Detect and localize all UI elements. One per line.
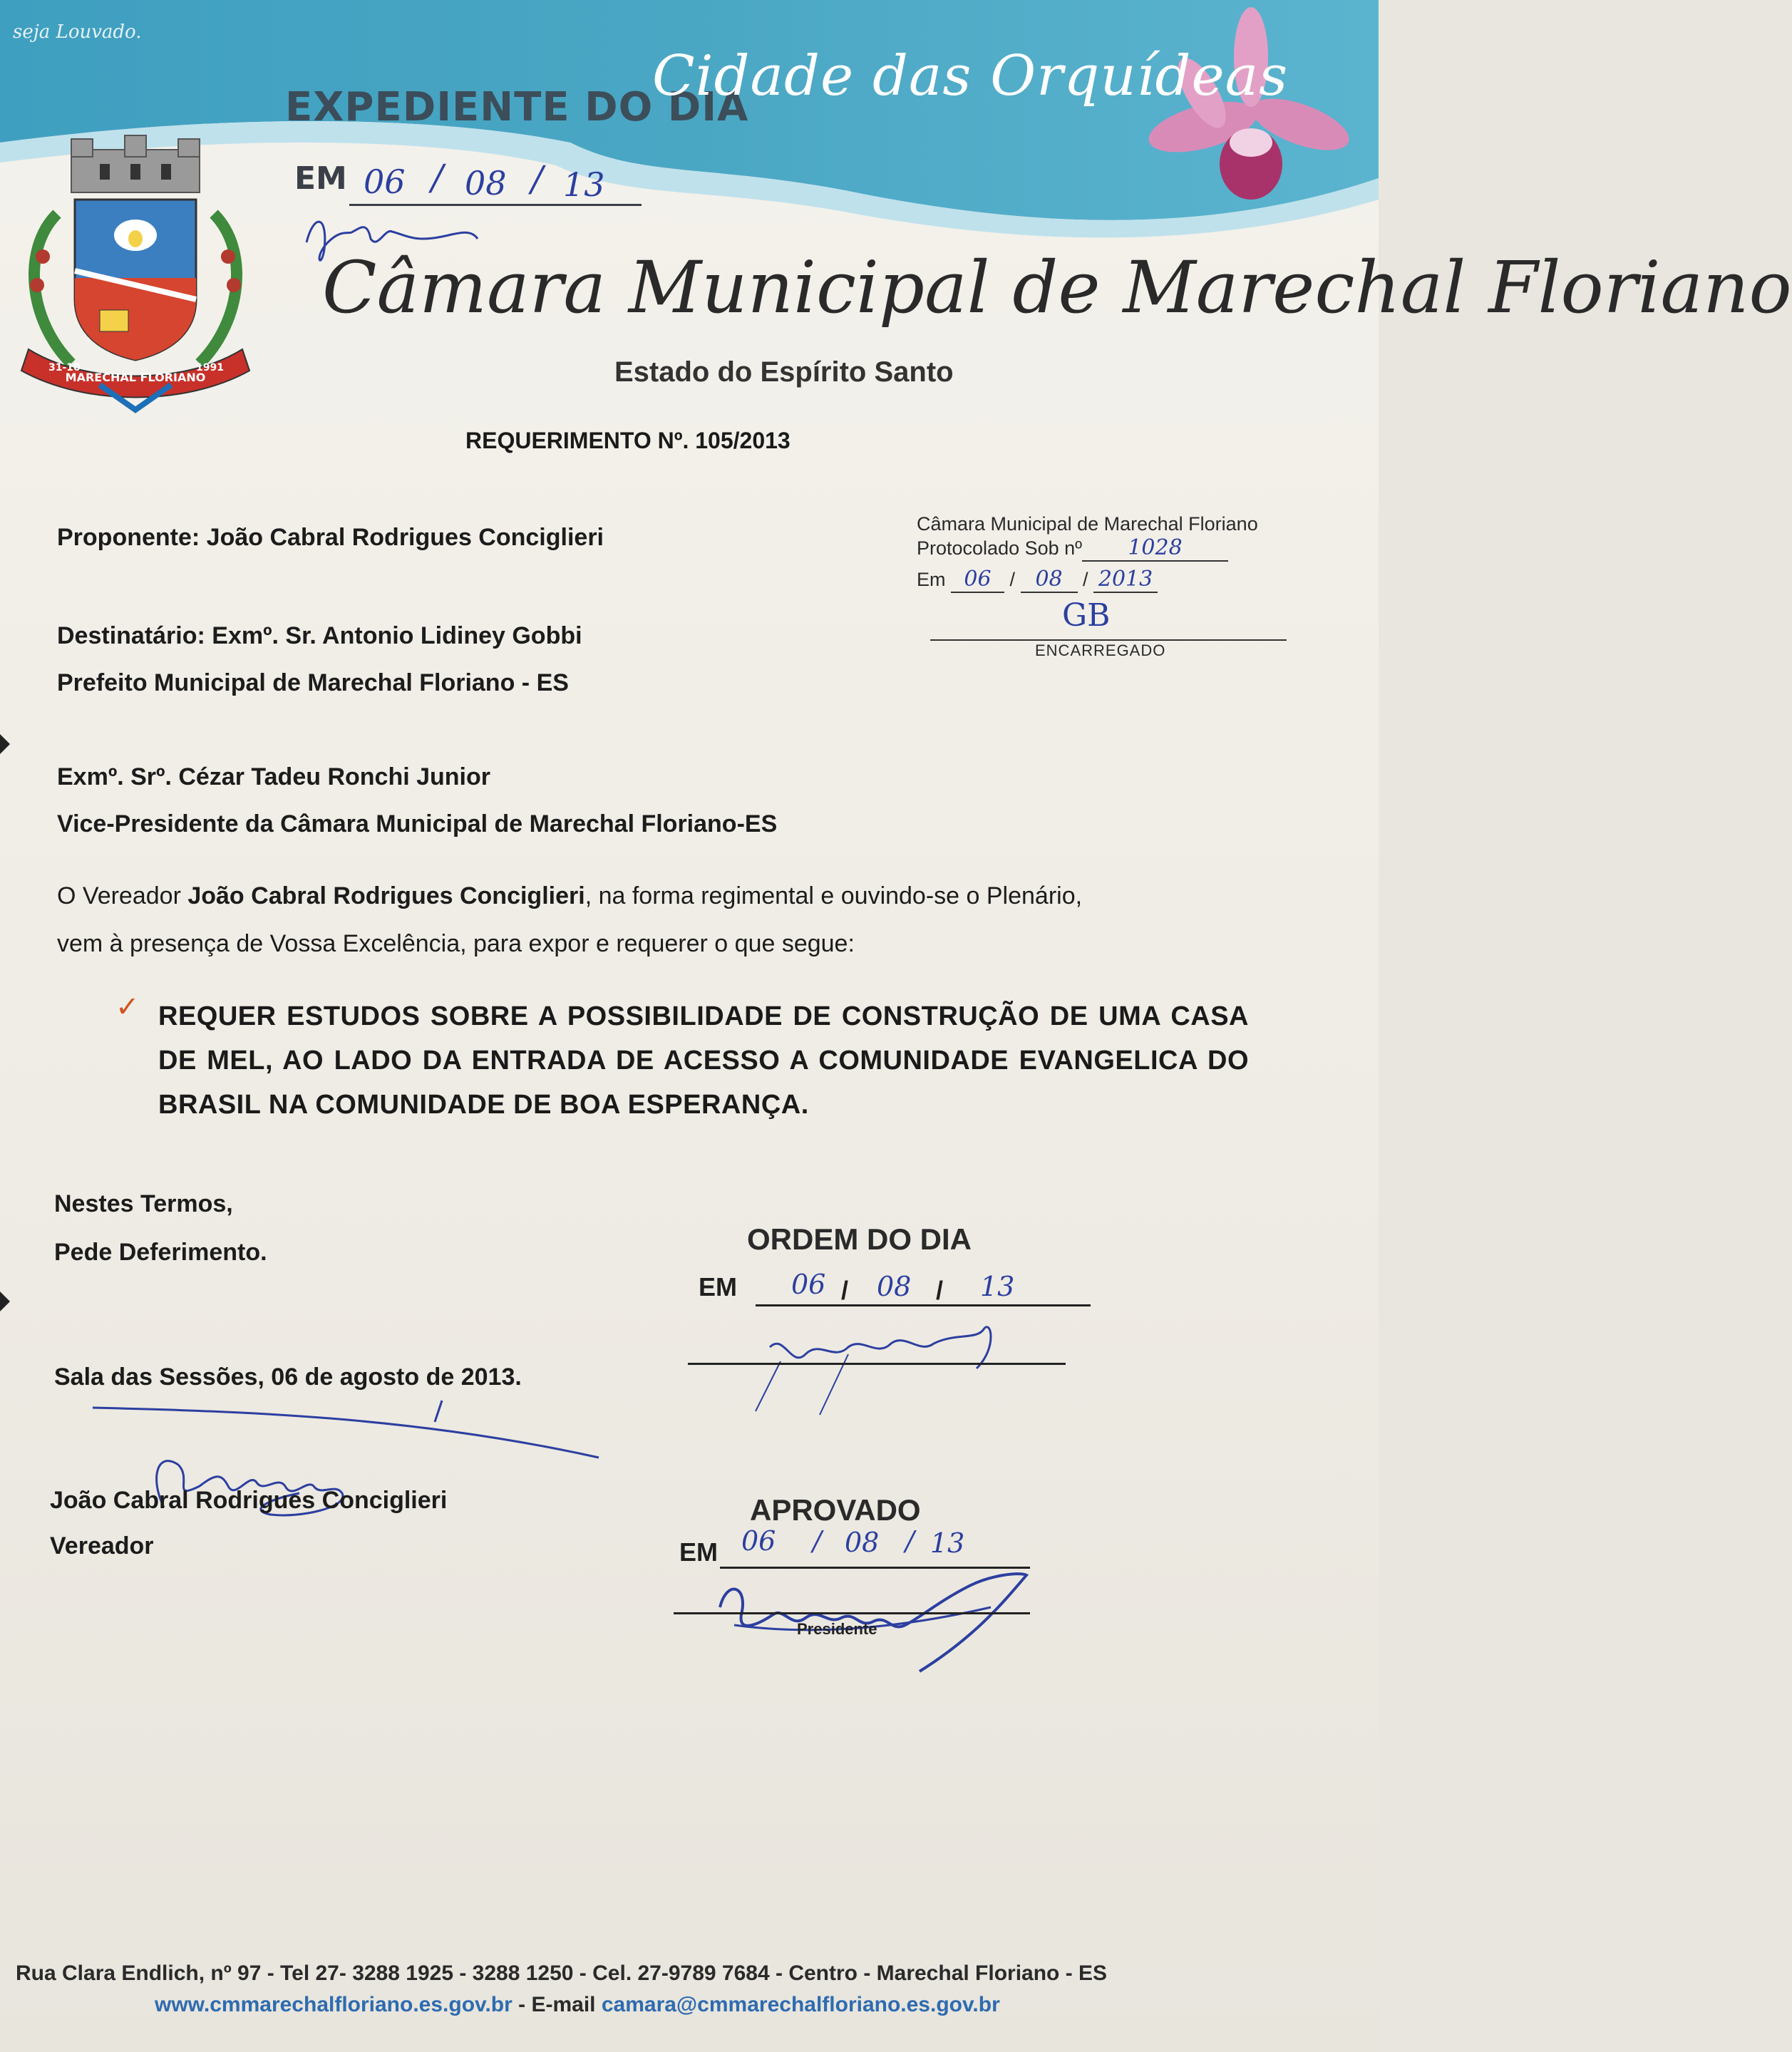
ordem-em-label: EM [699, 1272, 737, 1301]
footer-email-link[interactable]: camara@cmmarechalfloriano.es.gov.br [601, 1993, 1000, 2016]
expediente-stamp: EXPEDIENTE DO DIA [285, 84, 749, 130]
municipal-crest [14, 135, 257, 413]
protocol-stamp: Câmara Municipal de Marechal Floriano Protocolado Sob nº 1028 Em 06 / 08 / 2013 [917, 513, 1258, 592]
slogan: Cidade das Orquídeas [652, 44, 1289, 108]
aprovado-title: APROVADO [750, 1493, 921, 1527]
pre-header-text: seja Louvado. [13, 21, 142, 43]
crest-year-left: 31-10 [48, 362, 81, 373]
protocol-day: 06 [964, 567, 992, 592]
place-date: Sala das Sessões, 06 de agosto de 2013. [54, 1363, 522, 1391]
signer-name: João Cabral Rodrigues Conciglieri [50, 1487, 448, 1514]
closing-line1: Nestes Termos, [54, 1190, 233, 1217]
recipient-line2: Prefeito Municipal de Marechal Floriano - ES [57, 669, 569, 696]
crest-year-right: 1991 [196, 362, 224, 373]
proponent: Proponente: João Cabral Rodrigues Conciglieri [57, 524, 604, 551]
addressee-line2: Vice-Presidente da Câmara Municipal de Marechal Floriano-ES [57, 810, 778, 837]
ordem-signature [741, 1304, 1083, 1418]
stamp-date-month: 08 [465, 164, 507, 202]
closing-line2: Pede Deferimento. [54, 1239, 267, 1266]
chamber-title: Câmara Municipal de Marechal Floriano [322, 246, 1792, 329]
crest-banner-text: MARECHAL FLORIANO [65, 371, 206, 384]
document-page: seja Louvado. EXPEDIENTE DO DIA Cidade das Orquídeas EM 06 / 08 / 13 MARECHAL FLORIANO 31-10 1991 Câmara Municipal de Marechal Floriano Estado do Espírito Santo REQUERIMENTO Nº. 105/2013 Câmara Municipal de Marechal Floriano Protocolado Sob nº 1028 Em 06 / 08 / 2013 GB ENCARREGADO Proponente: João Cabral Rodrigues Conciglieri Destinatário: Exmº. Sr. Antonio Lidiney Gobbi Prefeito Municipal de Marechal Floriano - ES Exmº. Srº. Cézar Tadeu Ronchi Junior Vice-Presidente da Câmara Municipal de Marechal Floriano-ES O Vereador João Cabral Rodrigues Conciglieri, na forma regimental e ouvindo-se o Plenário, vem à presença de Vossa Excelência, para expor e requerer o que segue: ✓ REQUER ESTUDOS SOBRE A POSSIBILIDADE DE CONSTRUÇÃO DE UMA CASA DE MEL, AO LADO DA ENTRADA DE ACESSO A COMUNIDADE EVANGELICA DO BRASIL NA COMUNIDADE DE BOA ESPERANÇA. Nestes Termos, Pede Deferimento. Sala das Sessões, 06 de agosto de 2013. João Cabral Rodrigues Conciglieri Vereador ORDEM DO DIA EM / / 06 08 13 APROVADO EM 06 / 08 / 13 Presidente Rua Clara Endlich, nº 97 - Tel 27- 3288 1925 - 3288 1250 - Cel. 27-9789 7684 - Centro - Marechal Floriano - ES www.cmmarechalfloriano.es.gov.br - E-mail camara@cmmarechalfloriano.es.gov.br [0, 0, 1379, 2052]
president-signature [706, 1557, 1034, 1679]
protocol-label: Protocolado Sob nº [917, 537, 1083, 559]
footer-address: Rua Clara Endlich, nº 97 - Tel 27- 3288 1925 - 3288 1250 - Cel. 27-9789 7684 - Centro - Marechal Floriano - ES [16, 1961, 1108, 1985]
ordem-year: 13 [980, 1271, 1015, 1302]
ordem-month: 08 [877, 1271, 912, 1302]
aprovado-em-label: EM [679, 1537, 718, 1567]
request-text: REQUER ESTUDOS SOBRE A POSSIBILIDADE DE CONSTRUÇÃO DE UMA CASA DE MEL, AO LADO DA ENTRADA DE ACESSO A COMUNIDADE EVANGELICA DO BRASIL NA COMUNIDADE DE BOA ESPERANÇA. [158, 1001, 1249, 1120]
aprovado-year: 13 [930, 1527, 965, 1559]
checkmark-icon: ✓ [115, 991, 140, 1023]
recipient-line1: Destinatário: Exmº. Sr. Antonio Lidiney Gobbi [57, 622, 582, 649]
protocol-year: 2013 [1098, 567, 1153, 592]
binder-mark-icon [0, 1291, 11, 1313]
councilor-signature [86, 1393, 613, 1543]
aprovado-day: 06 [741, 1525, 776, 1557]
signer-role: Vereador [50, 1532, 154, 1559]
footer-website-link[interactable]: www.cmmarechalfloriano.es.gov.br [155, 1993, 513, 2016]
intro-paragraph-line1: O Vereador João Cabral Rodrigues Conciglieri, na forma regimental e ouvindo-se o Plenário, [57, 882, 1083, 909]
intro-paragraph-line2: vem à presença de Vossa Excelência, para expor e requerer o que segue: [57, 930, 855, 957]
protocol-line1: Câmara Municipal de Marechal Floriano [917, 513, 1258, 535]
protocol-number: 1028 [1128, 535, 1183, 560]
protocol-em-label: Em [917, 569, 946, 590]
binder-mark-icon [0, 734, 11, 756]
protocol-role: ENCARREGADO [1035, 641, 1166, 659]
stamp-date-year: 13 [563, 165, 605, 204]
ordem-day: 06 [791, 1269, 826, 1300]
protocol-initials: GB [1062, 597, 1111, 634]
stamp-em-label: EM [294, 160, 347, 197]
addressee-line1: Exmº. Srº. Cézar Tadeu Ronchi Junior [57, 763, 490, 790]
aprovado-month: 08 [845, 1527, 880, 1558]
ordem-do-dia-title: ORDEM DO DIA [747, 1222, 972, 1256]
footer-contact [155, 1993, 1000, 2017]
footer-email-label: - E-mail [512, 1993, 602, 2016]
president-label: Presidente [797, 1620, 877, 1638]
requirement-title: REQUERIMENTO Nº. 105/2013 [465, 428, 791, 453]
state-subtitle: Estado do Espírito Santo [614, 356, 954, 388]
stamp-date-day: 06 [364, 163, 406, 201]
protocol-month: 08 [1035, 567, 1063, 592]
